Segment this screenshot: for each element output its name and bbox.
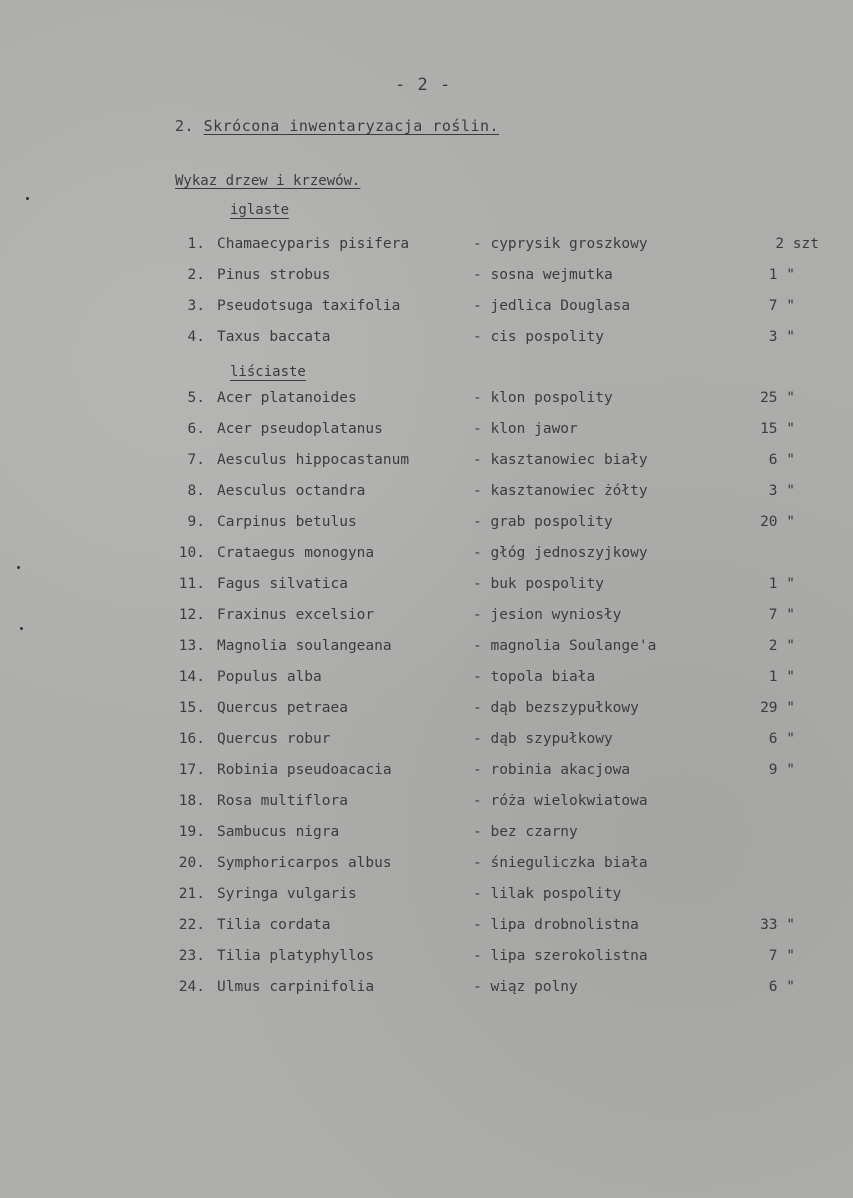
- item-number: 5.: [187, 390, 205, 406]
- latin-name: Populus alba: [217, 669, 322, 685]
- latin-name: Sambucus nigra: [217, 824, 340, 840]
- polish-name: - lipa drobnolistna: [473, 917, 639, 933]
- section-title-text: Skrócona inwentaryzacja roślin.: [203, 117, 500, 135]
- latin-name: Symphoricarpos albus: [217, 855, 392, 871]
- item-number: 15.: [178, 700, 205, 716]
- polish-name: - magnolia Soulange'a: [473, 638, 657, 654]
- list-item: [0, 514, 853, 538]
- latin-name: Syringa vulgaris: [217, 886, 357, 902]
- latin-name: Quercus petraea: [217, 700, 348, 716]
- polish-name: - kasztanowiec biały: [473, 452, 648, 468]
- latin-name: Robinia pseudoacacia: [217, 762, 392, 778]
- polish-name: - cyprysik groszkowy: [473, 236, 648, 252]
- list-item: [0, 793, 853, 817]
- list-item: [0, 917, 853, 941]
- latin-name: Acer platanoides: [217, 390, 357, 406]
- list-item: [0, 483, 853, 507]
- list-item: [0, 576, 853, 600]
- list-item: [0, 979, 853, 1003]
- quantity: 7 ": [768, 607, 795, 623]
- quantity: 9 ": [768, 762, 795, 778]
- polish-name: - dąb szypułkowy: [473, 731, 613, 747]
- item-number: 17.: [178, 762, 205, 778]
- list-item: [0, 855, 853, 879]
- list-item: [0, 762, 853, 786]
- list-item: [0, 452, 853, 476]
- latin-name: Chamaecyparis pisifera: [217, 236, 410, 252]
- latin-name: Acer pseudoplatanus: [217, 421, 383, 437]
- latin-name: Aesculus hippocastanum: [217, 452, 410, 468]
- latin-name: Rosa multiflora: [217, 793, 348, 809]
- polish-name: - dąb bezszypułkowy: [473, 700, 639, 716]
- polish-name: - bez czarny: [473, 824, 578, 840]
- polish-name: - wiąz polny: [473, 979, 578, 995]
- quantity: 20 ": [760, 514, 795, 530]
- list-item: [0, 886, 853, 910]
- list-item: [0, 638, 853, 662]
- latin-name: Aesculus octandra: [217, 483, 366, 499]
- polish-name: - śnieguliczka biała: [473, 855, 648, 871]
- latin-name: Fraxinus excelsior: [217, 607, 375, 623]
- item-number: 6.: [187, 421, 205, 437]
- polish-name: - robinia akacjowa: [473, 762, 631, 778]
- list-item: [0, 390, 853, 414]
- item-number: 14.: [178, 669, 205, 685]
- item-number: 20.: [178, 855, 205, 871]
- latin-name: Magnolia soulangeana: [217, 638, 392, 654]
- item-number: 1.: [187, 236, 205, 252]
- quantity: 1 ": [768, 669, 795, 685]
- quantity: 7 ": [768, 298, 795, 314]
- list-item: [0, 700, 853, 724]
- paper-speck: [26, 197, 29, 200]
- list-item: [0, 731, 853, 755]
- item-number: 18.: [178, 793, 205, 809]
- polish-name: - róża wielokwiatowa: [473, 793, 648, 809]
- item-number: 19.: [178, 824, 205, 840]
- latin-name: Tilia platyphyllos: [217, 948, 375, 964]
- quantity: 6 ": [768, 979, 795, 995]
- polish-name: - cis pospolity: [473, 329, 604, 345]
- latin-name: Taxus baccata: [217, 329, 331, 345]
- group-heading-deciduous: liściaste: [230, 364, 306, 380]
- paper-speck: [17, 566, 20, 569]
- quantity: 2 ": [768, 638, 795, 654]
- list-item: [0, 824, 853, 848]
- latin-name: Crataegus monogyna: [217, 545, 375, 561]
- item-number: 22.: [178, 917, 205, 933]
- item-number: 10.: [178, 545, 205, 561]
- polish-name: - klon jawor: [473, 421, 578, 437]
- section-number: 2.: [175, 117, 195, 135]
- quantity: 33 ": [760, 917, 795, 933]
- quantity: 6 ": [768, 731, 795, 747]
- quantity: 6 ": [768, 452, 795, 468]
- quantity: 3 ": [768, 483, 795, 499]
- polish-name: - topola biała: [473, 669, 596, 685]
- list-item: [0, 421, 853, 445]
- quantity: 15 ": [760, 421, 795, 437]
- list-item: [0, 267, 853, 291]
- item-number: 16.: [178, 731, 205, 747]
- latin-name: Ulmus carpinifolia: [217, 979, 375, 995]
- item-number: 23.: [178, 948, 205, 964]
- item-number: 21.: [178, 886, 205, 902]
- quantity: 1 ": [768, 576, 795, 592]
- item-number: 8.: [187, 483, 205, 499]
- list-item: [0, 298, 853, 322]
- polish-name: - kasztanowiec żółty: [473, 483, 648, 499]
- item-number: 11.: [178, 576, 205, 592]
- item-number: 4.: [187, 329, 205, 345]
- list-item: [0, 545, 853, 569]
- page-number: - 2 -: [395, 75, 452, 95]
- item-number: 13.: [178, 638, 205, 654]
- quantity: 1 ": [768, 267, 795, 283]
- quantity: 29 ": [760, 700, 795, 716]
- group-heading-conifers: iglaste: [230, 202, 290, 218]
- list-item: [0, 236, 853, 260]
- list-item: [0, 669, 853, 693]
- item-number: 7.: [187, 452, 205, 468]
- latin-name: Quercus robur: [217, 731, 331, 747]
- latin-name: Pseudotsuga taxifolia: [217, 298, 401, 314]
- quantity: 2 szt: [775, 236, 819, 252]
- section-title: [175, 117, 499, 135]
- polish-name: - lilak pospolity: [473, 886, 622, 902]
- polish-name: - jedlica Douglasa: [473, 298, 631, 314]
- item-number: 9.: [187, 514, 205, 530]
- item-number: 2.: [187, 267, 205, 283]
- quantity: 25 ": [760, 390, 795, 406]
- polish-name: - lipa szerokolistna: [473, 948, 648, 964]
- polish-name: - grab pospolity: [473, 514, 613, 530]
- polish-name: - sosna wejmutka: [473, 267, 613, 283]
- polish-name: - buk pospolity: [473, 576, 604, 592]
- polish-name: - klon pospolity: [473, 390, 613, 406]
- latin-name: Tilia cordata: [217, 917, 331, 933]
- list-item: [0, 948, 853, 972]
- list-item: [0, 329, 853, 353]
- item-number: 24.: [178, 979, 205, 995]
- item-number: 12.: [178, 607, 205, 623]
- item-number: 3.: [187, 298, 205, 314]
- list-item: [0, 607, 853, 631]
- latin-name: Carpinus betulus: [217, 514, 357, 530]
- latin-name: Pinus strobus: [217, 267, 331, 283]
- polish-name: - głóg jednoszyjkowy: [473, 545, 648, 561]
- paper-speck: [20, 627, 23, 630]
- latin-name: Fagus silvatica: [217, 576, 348, 592]
- quantity: 3 ": [768, 329, 795, 345]
- list-heading: Wykaz drzew i krzewów.: [175, 173, 361, 189]
- quantity: 7 ": [768, 948, 795, 964]
- polish-name: - jesion wyniosły: [473, 607, 622, 623]
